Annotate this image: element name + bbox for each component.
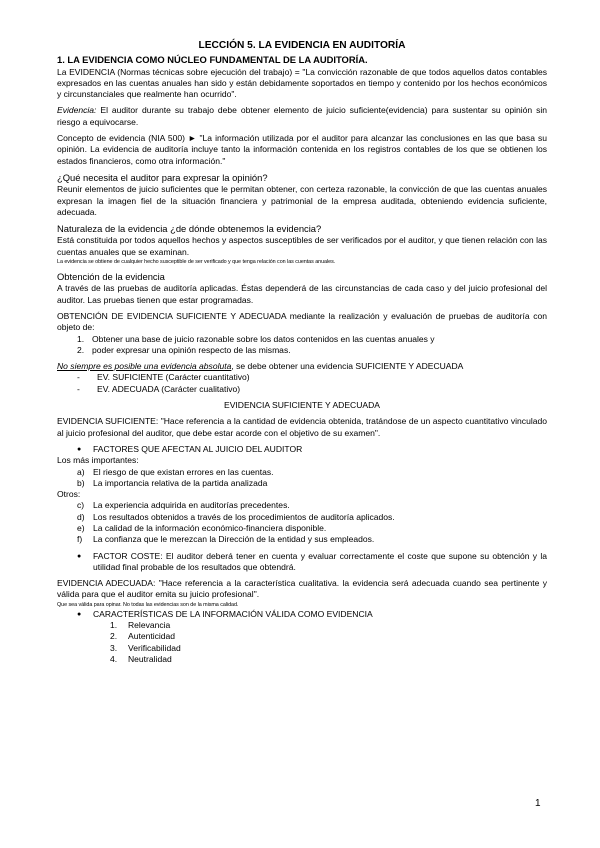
underlined-phrase: No siempre es posible una evidencia absoluta: [57, 361, 232, 372]
question-heading-obtencion: Obtención de la evidencia: [57, 271, 165, 283]
document-page: [57, 40, 547, 665]
paragraph-obtencion: A través de las pruebas de auditoría aplicadas. Éstas dependerá de las circunstancias de cada caso y del juicio profesional del auditor. Las pruebas tienen que estar programadas.: [57, 283, 547, 305]
evidencia-text: El auditor durante su trabajo debe obtener elemento de juicio suficiente(evidencia) para sustentar su opinión sin riesgo a equivocarse.: [57, 105, 547, 127]
bullet-item-factor-coste: ● FACTOR COSTE: El auditor deberá tener en cuenta y evaluar correctamente el coste que supone su obtención y la utilidad final probable de los resultados que obtendrá.: [77, 550, 547, 572]
paragraph-evidencia-suficiente: EVIDENCIA SUFICIENTE: "Hace referencia a la cantidad de evidencia obtenida, tratándose de un aspecto cuantitativo vinculado al juicio profesional del auditor, que debe estar acorde con el objetivo de su examen".: [57, 416, 547, 438]
paragraph-naturaleza: Está constituida por todos aquellos hechos y aspectos susceptibles de ser verificados por el auditor, y que tienen relación con las cuentas anuales que se examinan.: [57, 235, 547, 257]
list-item: 2. Autenticidad: [110, 631, 176, 642]
list-item: d) Los resultados obtenidos a través de los procedimientos de auditoría aplicados.: [77, 511, 395, 522]
question-heading-opinion: ¿Qué necesita el auditor para expresar la opinión?: [57, 171, 268, 183]
centered-heading: EVIDENCIA SUFICIENTE Y ADECUADA: [224, 400, 380, 411]
paragraph-opinion: Reunir elementos de juicio suficientes que le permitan obtener, con certeza razonable, la convicción de que las cuentas anuales expresan la imagen fiel de la situación financiera y patrimonial de la empresa auditada, obteniendo evidencia suficiente, adecuada.: [57, 184, 547, 217]
page-title: LECCIÓN 5. LA EVIDENCIA EN AUDITORÍA: [198, 40, 406, 51]
list-item: a) El riesgo de que existan errores en las cuentas.: [77, 466, 274, 477]
list-item: - EV. SUFICIENTE (Carácter cuantitativo): [77, 372, 250, 383]
page-number: 1: [535, 798, 541, 809]
small-note-naturaleza: La evidencia se obtiene de cualquier hecho susceptible de ser verificado y que tenga relación con las cuentas anuales.: [57, 259, 336, 266]
label-otros: Otros:: [57, 489, 81, 500]
list-item: 3. Verificabilidad: [110, 642, 181, 653]
list-item: f) La confianza que le merezcan la Dirección de la entidad y sus empleados.: [77, 534, 375, 545]
paragraph-evidencia-adecuada: EVIDENCIA ADECUADA: "Hace referencia a la característica cualitativa. la evidencia será adecuada cuando sea pertinente y válida para que el auditor emita su juicio profesional".: [57, 578, 547, 600]
paragraph-evidencia-definicion: La EVIDENCIA (Normas técnicas sobre ejecución del trabajo) = "La convicción razonable de que todos aquellos datos contables expresados en las cuentas anuales han sido y están debidamente soportados en tiempo y contenido por los hechos económicos y circunstanciales que realmente han ocurrido".: [57, 66, 547, 100]
paragraph-nia-500: Concepto de evidencia (NIA 500) ► "La información utilizada por el auditor para alcanzar las conclusiones en las que basa su opinión. La evidencia de auditoría incluye tanto la información contenida en los registros contables de los que se obtienen los estados financieros, como otra información.": [57, 133, 547, 166]
list-item: e) La calidad de la información económico-financiera disponible.: [77, 522, 327, 533]
list-item: - EV. ADECUADA (Carácter cualitativo): [77, 383, 241, 394]
label-mas-importantes: Los más importantes:: [57, 455, 139, 466]
section-heading: 1. LA EVIDENCIA COMO NÚCLEO FUNDAMENTAL DE LA AUDITORÍA.: [57, 54, 368, 66]
list-item: c) La experiencia adquirida en auditorías precedentes.: [77, 500, 290, 511]
bullet-item-factores: ● FACTORES QUE AFECTAN AL JUICIO DEL AUDITOR: [77, 443, 303, 454]
list-item: 4. Neutralidad: [110, 653, 172, 664]
evidencia-label: Evidencia:: [57, 105, 97, 116]
list-item: 1. Relevancia: [110, 620, 171, 631]
paragraph-obtencion-suficiente: OBTENCIÓN DE EVIDENCIA SUFICIENTE Y ADECUADA mediante la realización y evaluación de pruebas de auditoría con objeto de:: [57, 310, 547, 333]
paragraph-no-siempre: No siempre es posible una evidencia absoluta, se debe obtener una evidencia SUFICIENTE Y ADECUADA: [57, 361, 464, 372]
bullet-icon: ●: [77, 445, 82, 453]
bullet-icon: ●: [77, 610, 82, 618]
question-heading-naturaleza: Naturaleza de la evidencia ¿de dónde obtenemos la evidencia?: [57, 223, 322, 235]
list-item: 2. poder expresar una opinión respecto de las mismas.: [77, 344, 291, 355]
paragraph-evidencia-auditor: [57, 105, 547, 128]
bullet-item-caracteristicas: ● CARACTERÍSTICAS DE LA INFORMACIÓN VÁLIDA COMO EVIDENCIA: [77, 608, 373, 619]
bullet-icon: ●: [77, 552, 82, 560]
small-note-adecuada: Que sea válida para opinar. No todas las evidencias son de la misma calidad.: [57, 601, 239, 608]
list-item: b) La importancia relativa de la partida analizada: [77, 477, 268, 488]
list-item: 1. Obtener una base de juicio razonable sobre los datos contenidos en las cuentas anuales y: [77, 333, 435, 344]
